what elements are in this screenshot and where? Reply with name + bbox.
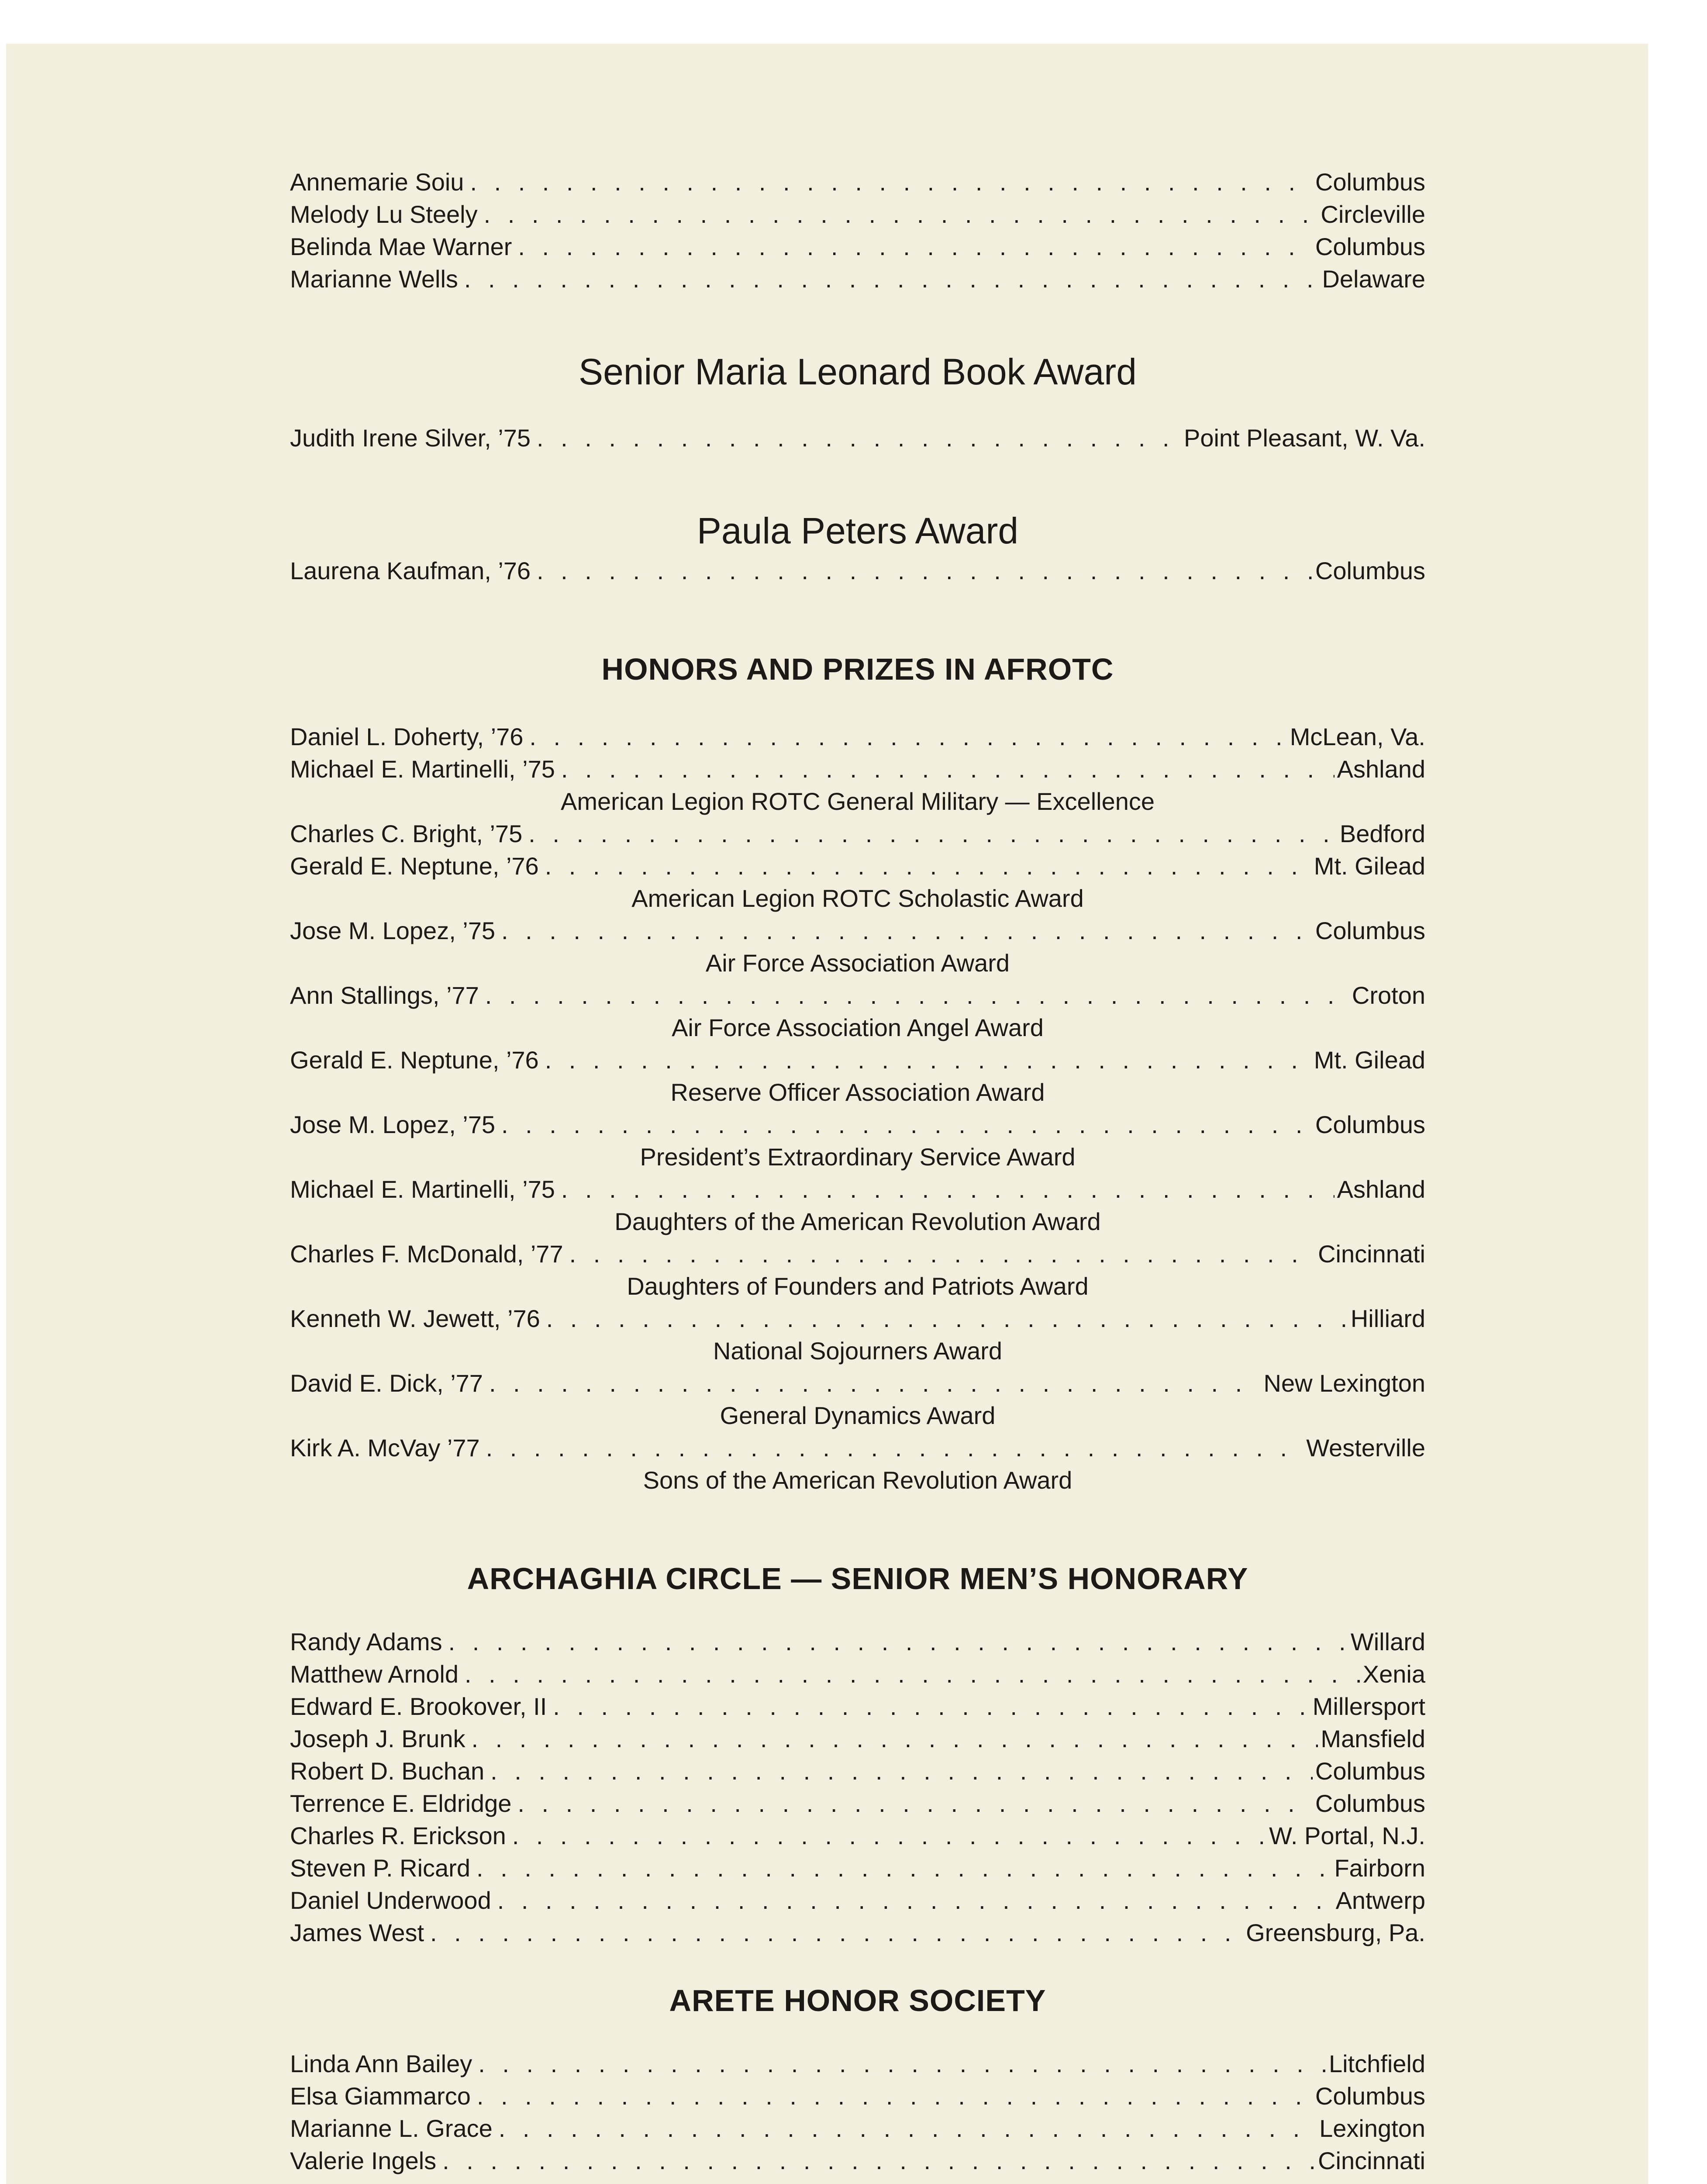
entry-place: Columbus (1315, 557, 1425, 584)
list-item (290, 2048, 1425, 2080)
list-item (290, 979, 1425, 1012)
list-item (290, 231, 1425, 263)
dot-leader (486, 1432, 1304, 1464)
dot-leader (430, 1917, 1243, 1949)
entry-name: Charles R. Erickson (290, 1822, 506, 1849)
section-heading-paula-peters-award: Paula Peters Award (697, 510, 1019, 551)
dot-leader (490, 1755, 1313, 1787)
entry-name: David E. Dick, ’77 (290, 1369, 483, 1397)
entry-place: Westerville (1306, 1434, 1425, 1462)
award-name: National Sojourners Award (713, 1337, 1003, 1365)
dot-leader (499, 2112, 1317, 2145)
top-list (290, 166, 1425, 295)
award-name: President’s Extraordinary Service Award (640, 1143, 1076, 1171)
award-name: Air Force Association Angel Award (672, 1014, 1044, 1041)
list-item (290, 818, 1425, 850)
award-name: American Legion ROTC Scholastic Award (631, 885, 1084, 912)
award-name: Reserve Officer Association Award (670, 1078, 1045, 1106)
list-item (290, 1367, 1425, 1400)
page-content (290, 166, 1425, 2177)
arete-list (290, 2048, 1425, 2177)
entry-name: Ann Stallings, ’77 (290, 981, 479, 1009)
entry-place: Columbus (1315, 2082, 1425, 2110)
dot-leader (448, 1626, 1348, 1658)
dot-leader (477, 2080, 1313, 2112)
dot-leader (512, 1820, 1266, 1852)
section-heading-senior-book-award: Senior Maria Leonard Book Award (579, 351, 1137, 392)
entry-name: Terrence E. Eldridge (290, 1790, 512, 1817)
entry-name: Linda Ann Bailey (290, 2050, 472, 2077)
dot-leader (501, 915, 1313, 947)
dot-leader (485, 979, 1349, 1012)
entry-name: Marianne Wells (290, 265, 458, 293)
list-item (290, 1884, 1425, 1917)
entry-place: Xenia (1362, 1660, 1425, 1688)
entry-place: Ashland (1337, 755, 1425, 783)
entry-name: Joseph J. Brunk (290, 1725, 466, 1752)
entry-place: Bedford (1339, 820, 1425, 847)
entry-name: Steven P. Ricard (290, 1854, 470, 1882)
dot-leader (476, 1852, 1331, 1884)
entry-place: Litchfield (1328, 2050, 1425, 2077)
entry-name: Michael E. Martinelli, ’75 (290, 755, 555, 783)
dot-leader (484, 198, 1318, 231)
entry-name: Annemarie Soiu (290, 168, 464, 196)
entry-name: Laurena Kaufman, ’76 (290, 557, 531, 584)
entry-name: Gerald E. Neptune, ’76 (290, 1046, 539, 1074)
entry-place: Columbus (1315, 1790, 1425, 1817)
list-item (290, 198, 1425, 231)
section-heading-arete: ARETE HONOR SOCIETY (669, 1984, 1046, 2018)
afrotc-list (290, 721, 1425, 1496)
dot-leader (528, 818, 1337, 850)
dot-leader (561, 753, 1335, 785)
list-item (290, 263, 1425, 295)
entry-place: Fairborn (1334, 1854, 1425, 1882)
award-name: Daughters of the American Revolution Award (614, 1208, 1101, 1235)
dot-leader (545, 850, 1311, 882)
dot-leader (546, 1303, 1348, 1335)
list-item (290, 2112, 1425, 2145)
list-item (290, 1690, 1425, 1723)
list-item (290, 850, 1425, 882)
entry-name: Judith Irene Silver, ’75 (290, 424, 531, 452)
entry-place: Mt. Gilead (1314, 1046, 1425, 1074)
entry-name: Daniel L. Doherty, ’76 (290, 723, 524, 750)
entry-name: Kenneth W. Jewett, ’76 (290, 1305, 540, 1332)
list-item (290, 721, 1425, 753)
entry-name: Jose M. Lopez, ’75 (290, 917, 496, 944)
dot-leader (569, 1238, 1315, 1270)
list-item (290, 1658, 1425, 1690)
list-item (290, 1432, 1425, 1464)
list-item (290, 1820, 1425, 1852)
entry-name: Marianne L. Grace (290, 2115, 493, 2142)
list-item (290, 1238, 1425, 1270)
entry-name: Randy Adams (290, 1628, 442, 1655)
dot-leader (470, 166, 1312, 198)
list-item (290, 2080, 1425, 2112)
award-name: Daughters of Founders and Patriots Award (627, 1272, 1089, 1300)
entry-place: Croton (1352, 981, 1425, 1009)
list-item (290, 1917, 1425, 1949)
entry-name: Gerald E. Neptune, ’76 (290, 852, 539, 880)
list-item (290, 753, 1425, 785)
entry-name: Kirk A. McVay ’77 (290, 1434, 480, 1462)
list-item (290, 1173, 1425, 1206)
dot-leader (561, 1173, 1335, 1206)
dot-leader (464, 263, 1320, 295)
list-item (290, 1044, 1425, 1076)
entry-name: Melody Lu Steely (290, 200, 478, 228)
award-name: General Dynamics Award (720, 1402, 996, 1429)
entry-place: Mt. Gilead (1314, 852, 1425, 880)
list-item (290, 1723, 1425, 1755)
dot-leader (537, 422, 1181, 454)
page-sheet (6, 44, 1648, 2184)
entry-name: Michael E. Martinelli, ’75 (290, 1175, 555, 1203)
entry-name: Belinda Mae Warner (290, 233, 512, 260)
dot-leader (478, 2048, 1326, 2080)
entry-name: Edward E. Brookover, II (290, 1693, 547, 1720)
award-name: American Legion ROTC General Military — Excellence (560, 788, 1155, 815)
entry-place: Lexington (1319, 2115, 1425, 2142)
dot-leader (545, 1044, 1311, 1076)
entry-name: Robert D. Buchan (290, 1757, 485, 1785)
entry-place: Columbus (1315, 168, 1425, 196)
entry-place: Mansfield (1321, 1725, 1425, 1752)
list-item (290, 422, 1425, 454)
entry-place: Cincinnati (1318, 1240, 1425, 1268)
entry-place: Millersport (1312, 1693, 1425, 1720)
dot-leader (489, 1367, 1261, 1400)
entry-place: W. Portal, N.J. (1269, 1822, 1425, 1849)
entry-place: Point Pleasant, W. Va. (1183, 424, 1425, 452)
entry-place: Columbus (1315, 233, 1425, 260)
entry-name: Valerie Ingels (290, 2147, 437, 2174)
dot-leader (465, 1658, 1360, 1690)
entry-place: Ashland (1337, 1175, 1425, 1203)
dot-leader (537, 555, 1313, 587)
dot-leader (497, 1884, 1333, 1917)
dot-leader (529, 721, 1287, 753)
entry-place: Circleville (1321, 200, 1425, 228)
dot-leader (518, 231, 1313, 263)
list-item (290, 1755, 1425, 1787)
list-item (290, 555, 1425, 587)
entry-name: Jose M. Lopez, ’75 (290, 1111, 496, 1138)
entry-place: Willard (1350, 1628, 1425, 1655)
entry-place: Columbus (1315, 1111, 1425, 1138)
section-heading-archaghia: ARCHAGHIA CIRCLE — SENIOR MEN’S HONORARY (467, 1562, 1248, 1596)
dot-leader (442, 2145, 1315, 2177)
award-name: Sons of the American Revolution Award (643, 1466, 1072, 1494)
dot-leader (517, 1787, 1313, 1820)
list-item (290, 1303, 1425, 1335)
award-name: Air Force Association Award (705, 949, 1010, 977)
dot-leader (553, 1690, 1310, 1723)
list-item (290, 915, 1425, 947)
dot-leader (472, 1723, 1318, 1755)
list-item (290, 1626, 1425, 1658)
entry-place: Delaware (1322, 265, 1425, 293)
entry-name: James West (290, 1919, 424, 1946)
entry-name: Charles F. McDonald, ’77 (290, 1240, 563, 1268)
entry-name: Elsa Giammarco (290, 2082, 471, 2110)
list-item (290, 1787, 1425, 1820)
archaghia-list (290, 1626, 1425, 1949)
entry-name: Matthew Arnold (290, 1660, 459, 1688)
entry-place: Antwerp (1335, 1887, 1425, 1914)
entry-place: Columbus (1315, 917, 1425, 944)
entry-place: New Lexington (1263, 1369, 1425, 1397)
list-item (290, 1109, 1425, 1141)
entry-place: Greensburg, Pa. (1246, 1919, 1425, 1946)
entry-name: Daniel Underwood (290, 1887, 491, 1914)
entry-place: Cincinnati (1318, 2147, 1425, 2174)
list-item (290, 166, 1425, 198)
entry-name: Charles C. Bright, ’75 (290, 820, 523, 847)
entry-place: Hilliard (1350, 1305, 1425, 1332)
list-item (290, 1852, 1425, 1884)
entry-place: Columbus (1315, 1757, 1425, 1785)
entry-place: McLean, Va. (1290, 723, 1425, 750)
section-heading-afrotc: HONORS AND PRIZES IN AFROTC (601, 652, 1114, 686)
dot-leader (501, 1109, 1313, 1141)
list-item (290, 2145, 1425, 2177)
